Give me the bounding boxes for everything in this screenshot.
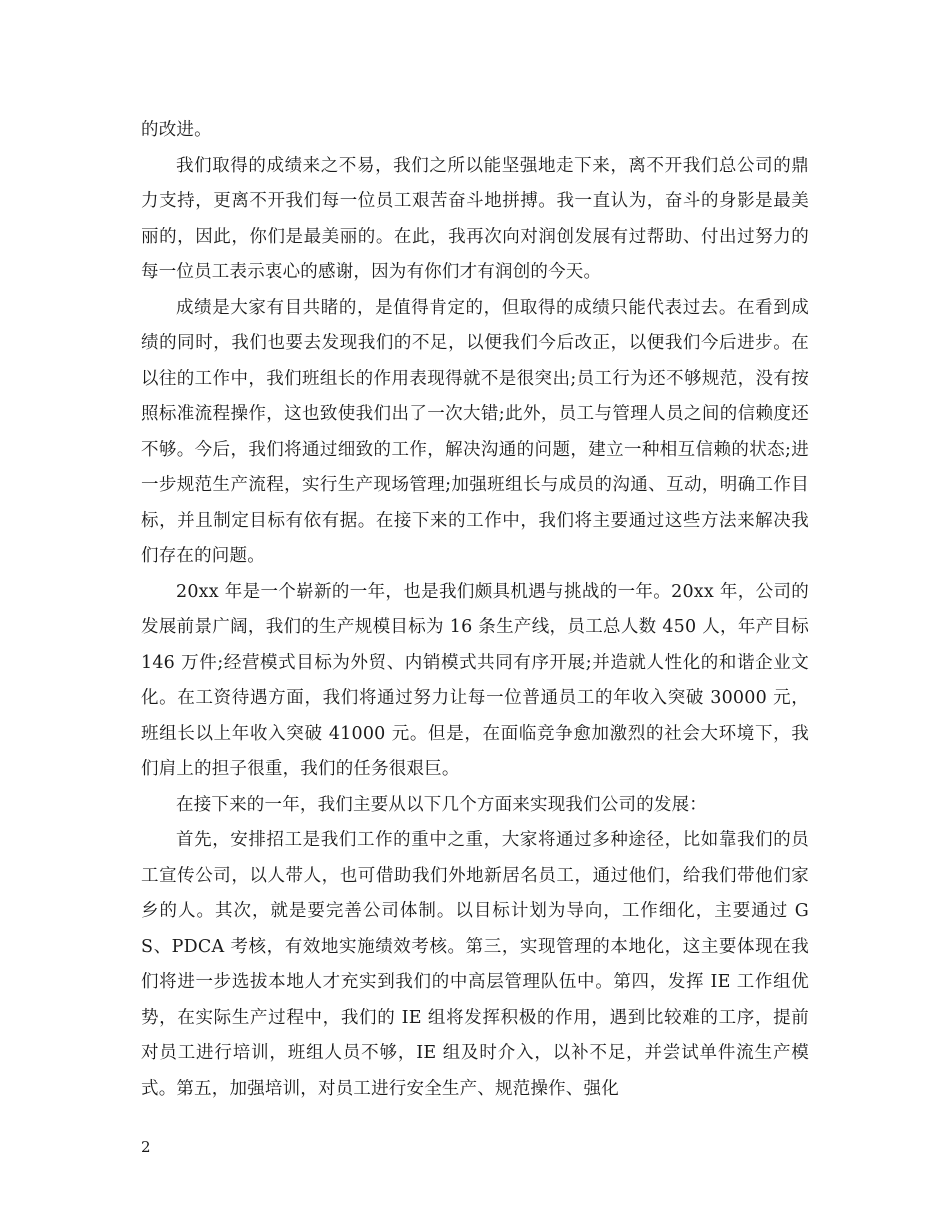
paragraph: 20xx 年是一个崭新的一年，也是我们颇具机遇与挑战的一年。20xx 年，公司的发展前景广阔，我们的生产规模目标为 16 条生产线，员工总人数 450 人，年产目标 146 万件;经营模式目标为外贸、内销模式共同有序开展;并造就人性化的和谐企业文化。在工资待遇方面，我们将通过努力让每一位普通员工的年收入突破 30000 元，班组长以上年收入突破 41000 元。但是，在面临竞争愈加激烈的社会大环境下，我们肩上的担子很重，我们的任务很艰巨。 — [141, 581, 809, 779]
paragraph: 首先，安排招工是我们工作的重中之重，大家将通过多种途径，比如靠我们的员工宣传公司，以人带人，也可借助我们外地新居名员工，通过他们，给我们带他们家乡的人。其次，就是要完善公司体制。以目标计划为导向，工作细化，主要通过 GS、PDCA 考核，有效地实施绩效考核。第三，实现管理的本地化，这主要体现在我们将进一步选拔本地人才充实到我们的中高层管理队伍中。第四，发挥 IE 工作组优势，在实际生产过程中，我们的 IE 组将发挥积极的作用，遇到比较难的工序，提前对员工进行培训，班组人员不够，IE 组及时介入，以补不足，并尝试单件流生产模式。第五，加强培训，对员工进行安全生产、规范操作、强化 — [141, 830, 809, 1099]
paragraph: 我们取得的成绩来之不易，我们之所以能坚强地走下来，离不开我们总公司的鼎力支持，更离不开我们每一位员工艰苦奋斗地拼搏。我一直认为，奋斗的身影是最美丽的，因此，你们是最美丽的。在此，我再次向对润创发展有过帮助、付出过努力的每一位员工表示衷心的感谢，因为有你们才有润创的今天。 — [141, 155, 809, 282]
page-number: 2 — [141, 1138, 151, 1156]
paragraph: 在接下来的一年，我们主要从以下几个方面来实现我们公司的发展： — [176, 794, 707, 815]
paragraph: 成绩是大家有目共睹的，是值得肯定的，但取得的成绩只能代表过去。在看到成绩的同时，我们也要去发现我们的不足，以便我们今后改正，以便我们今后进步。在以往的工作中，我们班组长的作用表现得就不是很突出;员工行为还不够规范，没有按照标准流程操作，这也致使我们出了一次大错;此外，员工与管理人员之间的信赖度还不够。今后，我们将通过细致的工作，解决沟通的问题，建立一种相互信赖的状态;进一步规范生产流程，实行生产现场管理;加强班组长与成员的沟通、互动，明确工作目标，并且制定目标有依有据。在接下来的工作中，我们将主要通过这些方法来解决我们存在的问题。 — [141, 297, 809, 566]
document-body — [141, 113, 809, 1107]
paragraph-continuation: 的改进。 — [141, 120, 212, 140]
